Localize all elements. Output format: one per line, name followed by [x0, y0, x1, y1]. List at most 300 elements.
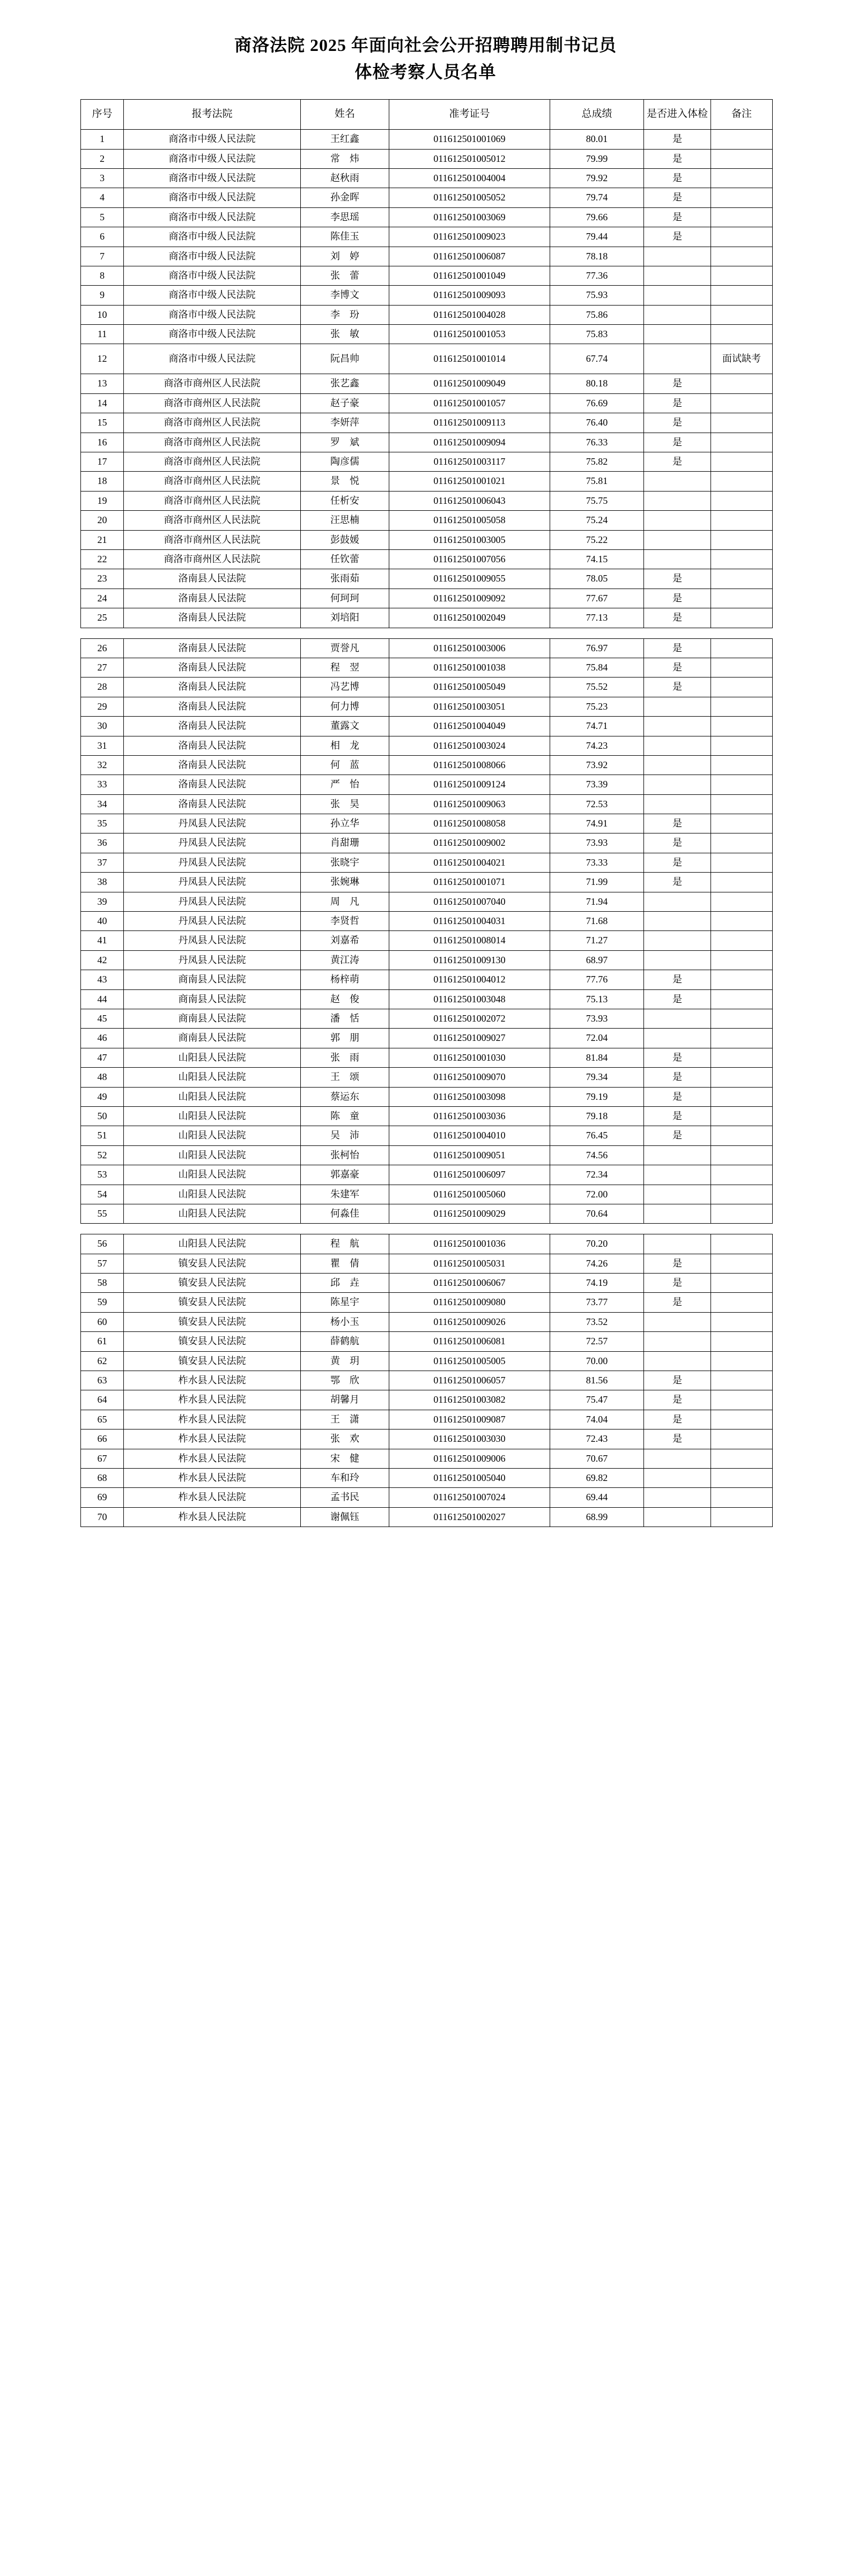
cell-note [711, 1126, 773, 1145]
cell-court: 柞水县人民法院 [124, 1390, 301, 1410]
cell-note: 面试缺考 [711, 344, 773, 374]
cell-name: 车和玲 [301, 1468, 389, 1487]
cell-medical: 是 [644, 569, 711, 589]
cell-note [711, 130, 773, 149]
cell-index: 27 [81, 658, 124, 677]
cell-name: 程 翌 [301, 658, 389, 677]
cell-index: 8 [81, 266, 124, 285]
cell-note [711, 207, 773, 227]
cell-court: 柞水县人民法院 [124, 1507, 301, 1527]
cell-medical [644, 697, 711, 716]
cell-note [711, 266, 773, 285]
table-row [81, 1087, 773, 1106]
cell-index: 35 [81, 814, 124, 833]
cell-index: 32 [81, 755, 124, 775]
cell-index: 43 [81, 970, 124, 989]
cell-score: 75.23 [550, 697, 644, 716]
cell-score: 74.15 [550, 550, 644, 569]
cell-name: 罗 斌 [301, 433, 389, 452]
cell-index: 54 [81, 1185, 124, 1204]
cell-index: 24 [81, 589, 124, 608]
cell-index: 50 [81, 1106, 124, 1126]
cell-medical [644, 1507, 711, 1527]
column-header-index: 序号 [81, 100, 124, 130]
cell-name: 严 怡 [301, 775, 389, 794]
cell-index: 15 [81, 413, 124, 433]
cell-note [711, 433, 773, 452]
cell-exam-id: 011612501003006 [389, 638, 550, 658]
column-header-score: 总成绩 [550, 100, 644, 130]
cell-score: 79.92 [550, 168, 644, 188]
table-row [81, 530, 773, 549]
cell-index: 1 [81, 130, 124, 149]
table-row [81, 755, 773, 775]
cell-note [711, 1488, 773, 1507]
cell-medical [644, 325, 711, 344]
cell-name: 阮昌帅 [301, 344, 389, 374]
cell-court: 山阳县人民法院 [124, 1234, 301, 1254]
cell-medical [644, 1312, 711, 1331]
cell-note [711, 677, 773, 697]
cell-name: 杨小玉 [301, 1312, 389, 1331]
table-row [81, 569, 773, 589]
table-row [81, 677, 773, 697]
table-row [81, 168, 773, 188]
cell-exam-id: 011612501005012 [389, 149, 550, 168]
cell-court: 山阳县人民法院 [124, 1185, 301, 1204]
cell-medical: 是 [644, 374, 711, 393]
cell-medical: 是 [644, 608, 711, 628]
cell-name: 刘嘉希 [301, 931, 389, 950]
cell-index: 41 [81, 931, 124, 950]
cell-note [711, 1410, 773, 1429]
table-row [81, 833, 773, 853]
column-header-court: 报考法院 [124, 100, 301, 130]
cell-court: 洛南县人民法院 [124, 755, 301, 775]
cell-name: 赵子豪 [301, 393, 389, 413]
cell-court: 镇安县人民法院 [124, 1274, 301, 1293]
table-row [81, 950, 773, 970]
cell-index: 34 [81, 794, 124, 814]
cell-note [711, 1145, 773, 1165]
cell-court: 丹凤县人民法院 [124, 853, 301, 872]
table-row [81, 266, 773, 285]
cell-exam-id: 011612501006043 [389, 491, 550, 510]
cell-name: 程 航 [301, 1234, 389, 1254]
cell-court: 柞水县人民法院 [124, 1371, 301, 1390]
cell-name: 张晓宇 [301, 853, 389, 872]
cell-court: 商洛市商州区人民法院 [124, 530, 301, 549]
cell-note [711, 814, 773, 833]
cell-exam-id: 011612501004031 [389, 912, 550, 931]
table-row [81, 1293, 773, 1312]
cell-index: 45 [81, 1009, 124, 1028]
table-row [81, 188, 773, 207]
cell-index: 31 [81, 736, 124, 755]
cell-exam-id: 011612501003082 [389, 1390, 550, 1410]
cell-note [711, 286, 773, 305]
cell-index: 19 [81, 491, 124, 510]
cell-court: 丹凤县人民法院 [124, 950, 301, 970]
cell-medical: 是 [644, 433, 711, 452]
cell-score: 75.75 [550, 491, 644, 510]
cell-court: 丹凤县人民法院 [124, 912, 301, 931]
cell-exam-id: 011612501003005 [389, 530, 550, 549]
cell-index: 13 [81, 374, 124, 393]
cell-name: 张 欢 [301, 1430, 389, 1449]
cell-name: 任钦蕾 [301, 550, 389, 569]
cell-score: 74.91 [550, 814, 644, 833]
cell-court: 商洛市中级人民法院 [124, 130, 301, 149]
cell-note [711, 717, 773, 736]
cell-court: 商洛市商州区人民法院 [124, 511, 301, 530]
cell-exam-id: 011612501005052 [389, 188, 550, 207]
cell-name: 李博文 [301, 286, 389, 305]
cell-note [711, 188, 773, 207]
cell-note [711, 950, 773, 970]
table-row [81, 912, 773, 931]
cell-score: 81.56 [550, 1371, 644, 1390]
cell-score: 74.19 [550, 1274, 644, 1293]
cell-score: 73.92 [550, 755, 644, 775]
cell-score: 72.00 [550, 1185, 644, 1204]
cell-medical [644, 912, 711, 931]
cell-name: 孟书民 [301, 1488, 389, 1507]
cell-score: 77.36 [550, 266, 644, 285]
cell-exam-id: 011612501001057 [389, 393, 550, 413]
cell-name: 陈 童 [301, 1106, 389, 1126]
table-header [81, 100, 773, 130]
table-row [81, 286, 773, 305]
cell-name: 孙金晖 [301, 188, 389, 207]
cell-exam-id: 011612501009051 [389, 1145, 550, 1165]
table-row [81, 1009, 773, 1028]
cell-note [711, 1312, 773, 1331]
cell-exam-id: 011612501009027 [389, 1029, 550, 1048]
cell-medical [644, 775, 711, 794]
cell-note [711, 1087, 773, 1106]
cell-name: 周 凡 [301, 892, 389, 911]
cell-exam-id: 011612501001071 [389, 873, 550, 892]
cell-exam-id: 011612501004028 [389, 305, 550, 324]
cell-court: 山阳县人民法院 [124, 1145, 301, 1165]
table-row [81, 1351, 773, 1371]
cell-index: 22 [81, 550, 124, 569]
cell-name: 陈星宇 [301, 1293, 389, 1312]
cell-note [711, 227, 773, 247]
cell-note [711, 1449, 773, 1468]
page-title [80, 32, 771, 85]
cell-score: 67.74 [550, 344, 644, 374]
cell-score: 75.84 [550, 658, 644, 677]
cell-court: 山阳县人民法院 [124, 1204, 301, 1223]
cell-court: 商洛市中级人民法院 [124, 305, 301, 324]
cell-medical: 是 [644, 393, 711, 413]
cell-note [711, 697, 773, 716]
cell-index: 20 [81, 511, 124, 530]
cell-court: 商洛市商州区人民法院 [124, 491, 301, 510]
cell-index: 18 [81, 472, 124, 491]
cell-exam-id: 011612501003048 [389, 989, 550, 1009]
cell-exam-id: 011612501002027 [389, 1507, 550, 1527]
cell-index: 69 [81, 1488, 124, 1507]
cell-court: 丹凤县人民法院 [124, 833, 301, 853]
cell-court: 商洛市中级人民法院 [124, 227, 301, 247]
cell-exam-id: 011612501009130 [389, 950, 550, 970]
cell-court: 柞水县人民法院 [124, 1488, 301, 1507]
cell-index: 53 [81, 1165, 124, 1185]
cell-medical [644, 1332, 711, 1351]
cell-name: 张 雨 [301, 1048, 389, 1067]
cell-court: 洛南县人民法院 [124, 658, 301, 677]
table-row [81, 892, 773, 911]
cell-exam-id: 011612501008058 [389, 814, 550, 833]
cell-index: 64 [81, 1390, 124, 1410]
cell-score: 75.82 [550, 452, 644, 472]
cell-note [711, 1293, 773, 1312]
cell-note [711, 873, 773, 892]
cell-score: 72.04 [550, 1029, 644, 1048]
cell-note [711, 892, 773, 911]
cell-court: 商洛市商州区人民法院 [124, 472, 301, 491]
cell-score: 79.99 [550, 149, 644, 168]
table-row [81, 1185, 773, 1204]
cell-medical [644, 717, 711, 736]
cell-note [711, 1430, 773, 1449]
cell-medical [644, 892, 711, 911]
cell-medical: 是 [644, 168, 711, 188]
table-row [81, 491, 773, 510]
cell-name: 王红鑫 [301, 130, 389, 149]
cell-note [711, 658, 773, 677]
cell-note [711, 305, 773, 324]
cell-score: 76.69 [550, 393, 644, 413]
table-row [81, 1488, 773, 1507]
cell-court: 镇安县人民法院 [124, 1332, 301, 1351]
cell-note [711, 550, 773, 569]
cell-score: 70.64 [550, 1204, 644, 1223]
cell-score: 68.97 [550, 950, 644, 970]
cell-exam-id: 011612501003036 [389, 1106, 550, 1126]
cell-court: 商洛市商州区人民法院 [124, 393, 301, 413]
cell-note [711, 589, 773, 608]
cell-index: 30 [81, 717, 124, 736]
cell-court: 商洛市商州区人民法院 [124, 452, 301, 472]
cell-note [711, 1204, 773, 1223]
cell-court: 山阳县人民法院 [124, 1048, 301, 1067]
cell-court: 洛南县人民法院 [124, 677, 301, 697]
cell-score: 73.93 [550, 1009, 644, 1028]
cell-name: 何 蓝 [301, 755, 389, 775]
table-row [81, 550, 773, 569]
column-header-note: 备注 [711, 100, 773, 130]
table-row [81, 1371, 773, 1390]
cell-court: 洛南县人民法院 [124, 794, 301, 814]
cell-index: 63 [81, 1371, 124, 1390]
cell-exam-id: 011612501007056 [389, 550, 550, 569]
cell-medical [644, 247, 711, 266]
cell-score: 75.47 [550, 1390, 644, 1410]
cell-court: 商南县人民法院 [124, 1029, 301, 1048]
cell-name: 李 玢 [301, 305, 389, 324]
table-row [81, 1410, 773, 1429]
cell-index: 46 [81, 1029, 124, 1048]
cell-name: 刘培阳 [301, 608, 389, 628]
cell-medical: 是 [644, 1068, 711, 1087]
cell-exam-id: 011612501005049 [389, 677, 550, 697]
cell-score: 68.99 [550, 1507, 644, 1527]
cell-exam-id: 011612501006057 [389, 1371, 550, 1390]
cell-exam-id: 011612501001049 [389, 266, 550, 285]
cell-name: 张艺鑫 [301, 374, 389, 393]
cell-exam-id: 011612501007040 [389, 892, 550, 911]
cell-medical [644, 736, 711, 755]
cell-note [711, 775, 773, 794]
cell-score: 71.68 [550, 912, 644, 931]
cell-court: 商洛市中级人民法院 [124, 168, 301, 188]
cell-score: 76.33 [550, 433, 644, 452]
table-row [81, 1468, 773, 1487]
cell-court: 洛南县人民法院 [124, 775, 301, 794]
page-break-spacer [81, 1224, 773, 1234]
cell-index: 48 [81, 1068, 124, 1087]
cell-court: 商南县人民法院 [124, 989, 301, 1009]
cell-name: 谢佩钰 [301, 1507, 389, 1527]
cell-medical: 是 [644, 1410, 711, 1429]
cell-name: 郭 朋 [301, 1029, 389, 1048]
cell-name: 冯艺博 [301, 677, 389, 697]
cell-exam-id: 011612501009002 [389, 833, 550, 853]
cell-exam-id: 011612501005040 [389, 1468, 550, 1487]
cell-index: 21 [81, 530, 124, 549]
cell-score: 78.18 [550, 247, 644, 266]
cell-name: 蔡运东 [301, 1087, 389, 1106]
table-row [81, 1126, 773, 1145]
cell-medical [644, 511, 711, 530]
cell-index: 3 [81, 168, 124, 188]
cell-note [711, 168, 773, 188]
cell-medical [644, 1468, 711, 1487]
cell-note [711, 1468, 773, 1487]
cell-court: 商南县人民法院 [124, 970, 301, 989]
cell-score: 75.24 [550, 511, 644, 530]
cell-note [711, 638, 773, 658]
column-header-exam-id: 准考证号 [389, 100, 550, 130]
cell-score: 77.13 [550, 608, 644, 628]
cell-exam-id: 011612501002049 [389, 608, 550, 628]
cell-name: 贾誉凡 [301, 638, 389, 658]
cell-score: 72.34 [550, 1165, 644, 1185]
cell-medical: 是 [644, 1254, 711, 1273]
cell-index: 52 [81, 1145, 124, 1165]
cell-exam-id: 011612501009087 [389, 1410, 550, 1429]
cell-note [711, 1165, 773, 1185]
cell-score: 69.82 [550, 1468, 644, 1487]
cell-exam-id: 011612501004004 [389, 168, 550, 188]
cell-name: 何淼佳 [301, 1204, 389, 1223]
table-row [81, 717, 773, 736]
table-row [81, 931, 773, 950]
cell-name: 李思瑶 [301, 207, 389, 227]
cell-score: 79.44 [550, 227, 644, 247]
cell-note [711, 374, 773, 393]
cell-index: 33 [81, 775, 124, 794]
table-row [81, 1430, 773, 1449]
cell-court: 商洛市商州区人民法院 [124, 550, 301, 569]
cell-index: 59 [81, 1293, 124, 1312]
cell-exam-id: 011612501003051 [389, 697, 550, 716]
cell-exam-id: 011612501005005 [389, 1351, 550, 1371]
cell-index: 58 [81, 1274, 124, 1293]
cell-name: 张雨茹 [301, 569, 389, 589]
cell-score: 75.93 [550, 286, 644, 305]
cell-court: 商洛市中级人民法院 [124, 188, 301, 207]
cell-medical: 是 [644, 130, 711, 149]
cell-score: 70.00 [550, 1351, 644, 1371]
cell-medical: 是 [644, 833, 711, 853]
cell-medical [644, 550, 711, 569]
cell-index: 70 [81, 1507, 124, 1527]
cell-note [711, 149, 773, 168]
cell-name: 张柯怡 [301, 1145, 389, 1165]
cell-exam-id: 011612501009049 [389, 374, 550, 393]
cell-name: 张婉琳 [301, 873, 389, 892]
cell-index: 68 [81, 1468, 124, 1487]
cell-note [711, 1029, 773, 1048]
cell-court: 商洛市中级人民法院 [124, 344, 301, 374]
cell-score: 71.27 [550, 931, 644, 950]
cell-name: 刘 婷 [301, 247, 389, 266]
cell-medical [644, 472, 711, 491]
cell-score: 79.66 [550, 207, 644, 227]
cell-court: 洛南县人民法院 [124, 697, 301, 716]
cell-medical: 是 [644, 989, 711, 1009]
cell-exam-id: 011612501009063 [389, 794, 550, 814]
table-row [81, 207, 773, 227]
cell-index: 61 [81, 1332, 124, 1351]
cell-note [711, 472, 773, 491]
cell-court: 山阳县人民法院 [124, 1126, 301, 1145]
cell-medical: 是 [644, 227, 711, 247]
cell-name: 相 龙 [301, 736, 389, 755]
table-row [81, 247, 773, 266]
cell-medical: 是 [644, 1274, 711, 1293]
cell-name: 孙立华 [301, 814, 389, 833]
cell-score: 74.26 [550, 1254, 644, 1273]
cell-note [711, 1009, 773, 1028]
cell-index: 12 [81, 344, 124, 374]
cell-score: 73.93 [550, 833, 644, 853]
cell-note [711, 1254, 773, 1273]
cell-medical [644, 1204, 711, 1223]
cell-exam-id: 011612501005031 [389, 1254, 550, 1273]
cell-index: 65 [81, 1410, 124, 1429]
cell-medical [644, 1488, 711, 1507]
cell-note [711, 1351, 773, 1371]
cell-medical: 是 [644, 149, 711, 168]
cell-court: 商洛市中级人民法院 [124, 286, 301, 305]
cell-score: 81.84 [550, 1048, 644, 1067]
cell-medical [644, 344, 711, 374]
cell-score: 79.18 [550, 1106, 644, 1126]
cell-score: 75.22 [550, 530, 644, 549]
column-header-name: 姓名 [301, 100, 389, 130]
cell-note [711, 989, 773, 1009]
cell-court: 镇安县人民法院 [124, 1351, 301, 1371]
cell-score: 70.67 [550, 1449, 644, 1468]
cell-court: 镇安县人民法院 [124, 1312, 301, 1331]
table-body [81, 130, 773, 1527]
